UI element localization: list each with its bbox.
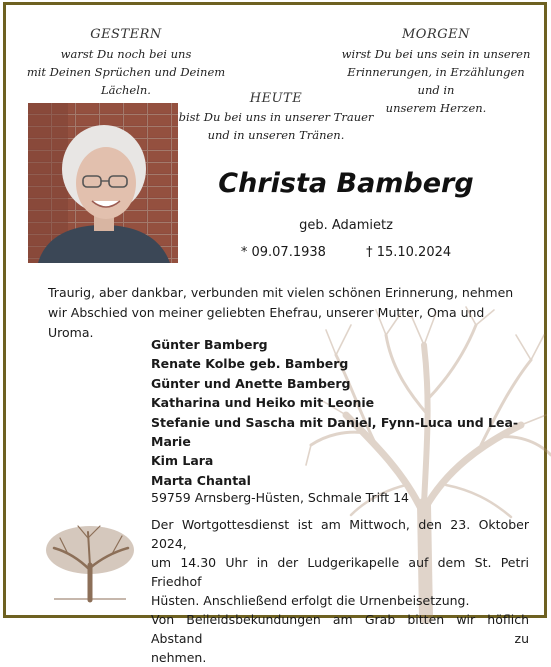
- tree-icon: [44, 520, 136, 600]
- poem-line: und in unseren Tränen.: [207, 128, 345, 142]
- poem-morgen: [336, 45, 536, 117]
- poem-line: bist Du bei uns in unserer Trauer: [178, 110, 374, 124]
- service-line: um 14.30 Uhr in der Ludgerikapelle auf dem St. Petri Friedhof: [151, 555, 529, 589]
- birth-date: * 09.07.1938: [240, 245, 326, 260]
- list-item: Katharina und Heiko mit Leonie: [151, 395, 375, 411]
- list-item: Marta Chantal: [151, 472, 251, 488]
- list-item: Günter und Anette Bamberg: [151, 375, 351, 391]
- poem-heading-morgen: MORGEN: [401, 27, 470, 42]
- mourning-text: Traurig, aber dankbar, verbunden mit vielen schönen Erinnerung, nehmen wir Abschied von meiner geliebten Ehefrau, unserer Mutter, Oma und Uroma.: [48, 285, 514, 340]
- poem-heading-gestern: GESTERN: [90, 27, 162, 42]
- service-line: Von Beileidsbekundungen am Grab bitten wir höflich Abstand zu: [151, 612, 529, 646]
- address: 59759 Arnsberg-Hüsten, Schmale Trift 14: [151, 490, 410, 505]
- service-info: [151, 515, 529, 667]
- family-list: [151, 335, 544, 490]
- poem-line: unserem Herzen.: [385, 101, 487, 115]
- poem-heute: [176, 108, 376, 144]
- poem-line: Erinnerungen, in Erzählungen und in: [347, 65, 525, 97]
- poem-heading-heute: HEUTE: [249, 91, 303, 106]
- portrait-illustration: [28, 103, 178, 263]
- death-date: † 15.10.2024: [366, 245, 452, 260]
- poem-line: mit Deinen Sprüchen und Deinem Lächeln.: [26, 65, 226, 97]
- list-item: Stefanie und Sascha mit Daniel, Fynn-Luca und Lea-Marie: [151, 414, 519, 450]
- deceased-name: Christa Bamberg: [218, 168, 474, 199]
- poem-line: wirst Du bei uns sein in unseren: [341, 47, 531, 61]
- poem-line: warst Du noch bei uns: [60, 47, 192, 61]
- service-line: Hüsten. Anschließend erfolgt die Urnenbeisetzung.: [151, 593, 470, 608]
- birth-name: geb. Adamietz: [299, 218, 393, 233]
- obituary-card: [3, 2, 547, 665]
- list-item: Kim Lara: [151, 453, 214, 469]
- life-dates: [176, 245, 516, 260]
- list-item: Renate Kolbe geb. Bamberg: [151, 356, 349, 372]
- portrait-photo: [28, 103, 178, 263]
- list-item: Günter Bamberg: [151, 337, 268, 352]
- service-line: Der Wortgottesdienst ist am Mittwoch, den 23. Oktober 2024,: [151, 517, 529, 551]
- service-line: nehmen.: [151, 650, 207, 665]
